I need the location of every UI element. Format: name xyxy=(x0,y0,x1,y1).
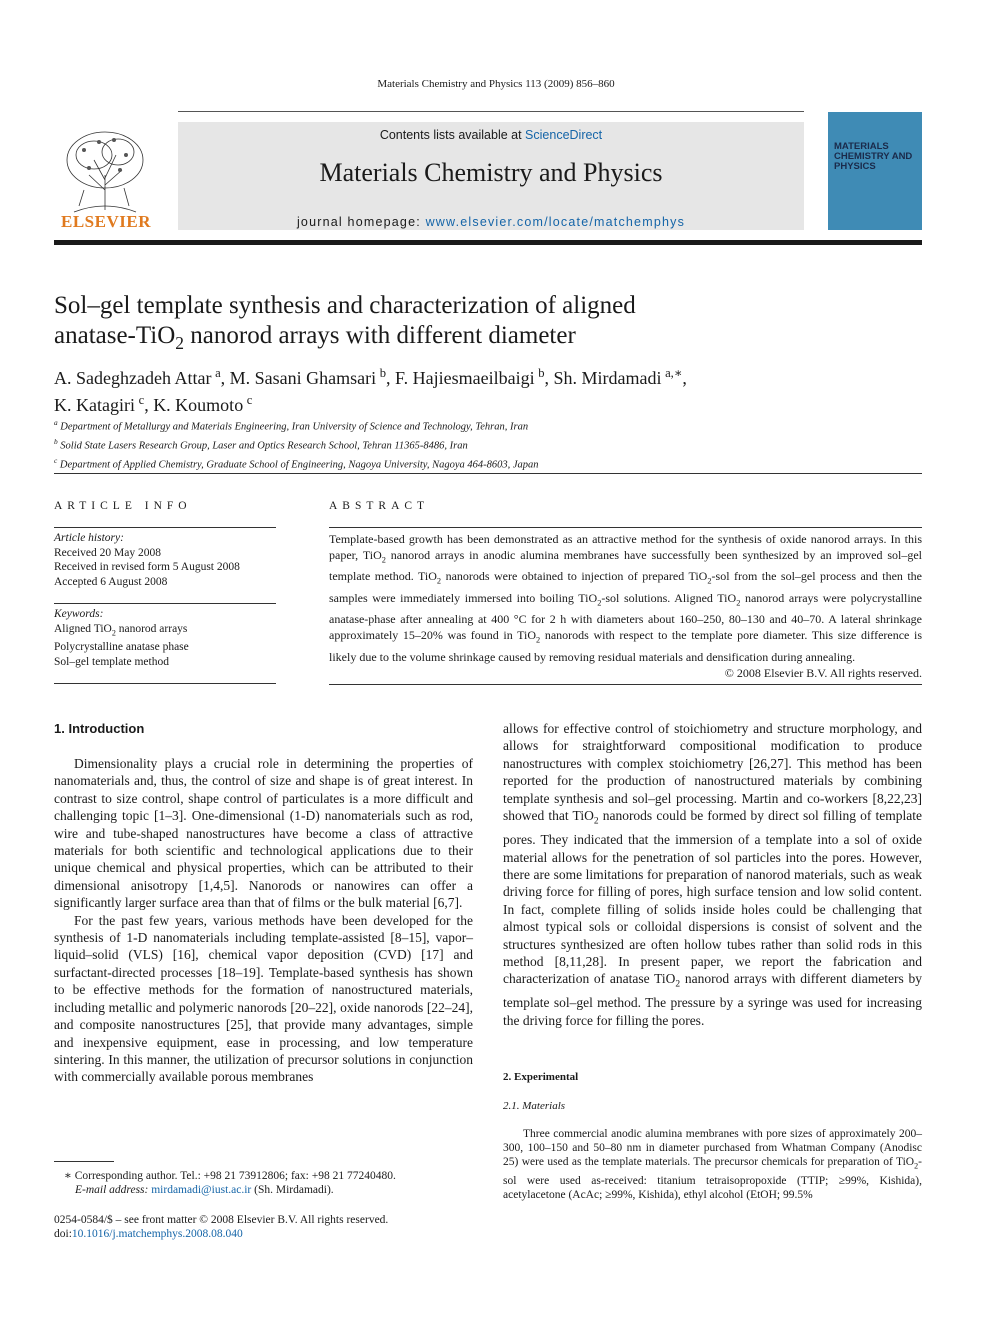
corresponding-author-note: ∗ Corresponding author. Tel.: +98 21 73912806; fax: +98 21 77240480. E-mail address: mirdamadi@iust.ac.ir (Sh. Mirdamadi). xyxy=(64,1170,396,1196)
homepage-link[interactable]: www.elsevier.com/locate/matchemphys xyxy=(425,215,686,229)
author[interactable]: A. Sadeghzadeh Attar xyxy=(54,368,212,388)
article-history: Article history: Received 20 May 2008 Received in revised form 5 August 2008 Accepted 6 August 2008 xyxy=(54,532,240,588)
journal-citation: Materials Chemistry and Physics 113 (2009) 856–860 xyxy=(377,78,615,90)
abstract-text: Template-based growth has been demonstrated as an attractive method for the synthesis of oxide nanorod arrays. In this paper, TiO$_2$ nanorod arrays in anodic alumina membranes have successfully been synthesized by an improved sol–gel template method. TiO$_2$ nanorods were obtained to injection of prepared TiO$_2$-sol from the sol–gel process and then the samples were immediately immersed into boiling TiO$_2$-sol solutions. Aligned TiO$_2$ nanorod arrays were polycrystalline anatase-phase after annealing at 400 °C for 2 h with diameters about 160–250, 80–130 and 40–70. A lateral shrinkage approximately 15–20% was found in TiO$_2$ nanorods with respect to the template pore diameter. This size difference is likely due to the volume shrinkage caused by removing residual materials and densification during annealing. © 2008 Elsevier B.V. All rights reserved. xyxy=(329,532,923,680)
elsevier-wordmark: ELSEVIER xyxy=(61,212,151,231)
section-heading: 2. Experimental xyxy=(503,1071,579,1083)
author[interactable]: K. Koumoto xyxy=(153,395,244,415)
subsection-heading: 2.1. Materials xyxy=(503,1100,566,1112)
header-thick-rule xyxy=(54,240,922,245)
intro-body: Dimensionality plays a crucial role in determining the properties of nanomaterials and, thus, the control of size and shape is of great interest. In contrast to size control, shape control of particulates is a more difficult and challenging topic [1–3]. One-dimensional (1-D) nanomaterials such as rod, wire and tube-shaped nanostructures have become a class of attractive materials for both scientific and technological applications due to their unique chemical and physical properties, which can be attributed to their dimensional anisotropy [1,4,5]. Nanorods or nanowires can offer a significantly larger surface area than that of films or the bulk material [6,7]. For the past few years, various methods have been developed for the synthesis of 1-D nanomaterials including template-assisted [8–15], vapor–liquid–solid (VLS) [16], chemical vapor deposition (CVD) [17] and surfactant-directed processes [18–19]. Template-based synthesis has shown to be effective methods for the formation of nanostructured materials, including metallic and polymeric nanorods [20–22], oxide nanorods [22–24], and composite nanostructures [25], that provide many advantages, simple and inexpensive equipment, ease in processing, and low temperature sintering. In this manner, the utilization of precursor solutions in conjunction with commercially available porous membranes xyxy=(54,756,473,1085)
footnote-rule xyxy=(54,1161,114,1162)
email-link[interactable]: mirdamadi@iust.ac.ir xyxy=(151,1184,252,1196)
article-info-heading: ARTICLE INFO xyxy=(54,500,192,512)
author-list: A. Sadeghzadeh Attar $^a$, M. Sasani Ghamsari $^b$, F. Hajiesmaeilbaigi $^b$, Sh. Mirdamadi $^{a,∗}$, K. Katagiri $^c$, K. Koumoto $^c$ xyxy=(54,366,687,415)
divider xyxy=(54,603,276,604)
journal-banner xyxy=(178,122,804,230)
keywords: Keywords: Aligned TiO$_2$ nanorod arrays Polycrystalline anatase phase Sol–gel template method xyxy=(54,608,189,668)
affiliation: $^c$ Department of Applied Chemistry, Graduate School of Engineering, Nagoya University, Nagoya 464-8603, Japan xyxy=(54,456,539,471)
doi-link[interactable]: 10.1016/j.matchemphys.2008.08.040 xyxy=(71,1228,243,1240)
author[interactable]: K. Katagiri xyxy=(54,395,135,415)
divider xyxy=(54,527,276,528)
intro-body-continued: allows for effective control of stoichiometry and structure morphology, and allows for straightforward compositional modification to produce nanostructures with complex stoichiometry [26,27]. This method has been reported for the production of nanostructured materials by combining template synthesis and sol–gel processing. Martin and co-workers [8,22,23] showed that TiO$_2$ nanorods could be formed by direct sol filling of template pores. They indicated that the immersion of a template into a sol of oxide material allows for the penetration of sol particles into the pores. However, there are some limitations for preparation of nanorod materials, such as weak driving force for filling of pores, high surface tension and low solid content. In fact, complete filling of solids inside holes could be challenging that almost typical sols or colloidal dispersions is consist of solvent and the structures synthesized are often hollow tubes rather than solid rods in this method [8,11,28]. In present paper, we report the fabrication and characterization of anatase TiO$_2$ nanorod arrays with different diameters by template sol–gel method. The pressure by a syringe was used for increasing the driving force for filling the pores. xyxy=(503,721,922,1028)
divider xyxy=(329,684,922,685)
abstract-heading: ABSTRACT xyxy=(329,500,430,512)
divider xyxy=(329,527,922,528)
cover-title: MATERIALS CHEMISTRY AND PHYSICS xyxy=(834,141,913,172)
article-title: Sol–gel template synthesis and characterization of aligned anatase-TiO$_2$ nanorod arrays with different diameter xyxy=(54,292,636,353)
divider xyxy=(54,473,922,474)
affiliation: $^b$ Solid State Lasers Research Group, Laser and Optics Research School, Tehran 11365-8486, Iran xyxy=(54,437,468,452)
journal-homepage: journal homepage: www.elsevier.com/locate/matchemphys xyxy=(296,215,686,229)
materials-body: Three commercial anodic alumina membranes with pore sizes of approximately 200–300, 100–150 and 50–80 nm in diameter purchased from Whatman Company (Anodisc 25) were used as the template materials. The precursor chemicals for preparation of TiO$_2$-sol were used as-received: titanium tetraisopropoxide (TTIP; ≥99%, Kishida), acetylacetone (AcAc; ≥99%, Kishida), ethyl alcohol (EtOH; 99.5% xyxy=(503,1128,922,1202)
author[interactable]: F. Hajiesmaeilbaigi xyxy=(395,368,535,388)
front-matter-note: 0254-0584/$ – see front matter © 2008 Elsevier B.V. All rights reserved. doi:10.1016/j.matchemphys.2008.08.040 xyxy=(54,1214,389,1240)
contents-line: Contents lists available at ScienceDirect xyxy=(379,128,603,142)
copyright: © 2008 Elsevier B.V. All rights reserved. xyxy=(724,665,922,680)
author[interactable]: M. Sasani Ghamsari xyxy=(229,368,377,388)
journal-cover xyxy=(828,112,922,230)
affiliations xyxy=(54,416,914,473)
author[interactable]: Sh. Mirdamadi xyxy=(553,368,662,388)
divider xyxy=(54,683,276,684)
header-rule xyxy=(178,111,804,112)
journal-title: Materials Chemistry and Physics xyxy=(319,158,663,187)
affiliation: $^a$ Department of Metallurgy and Materials Engineering, Iran University of Science and Technology, Tehran, Iran xyxy=(54,418,529,433)
section-heading: 1. Introduction xyxy=(54,721,145,736)
sciencedirect-link[interactable]: ScienceDirect xyxy=(525,128,603,142)
